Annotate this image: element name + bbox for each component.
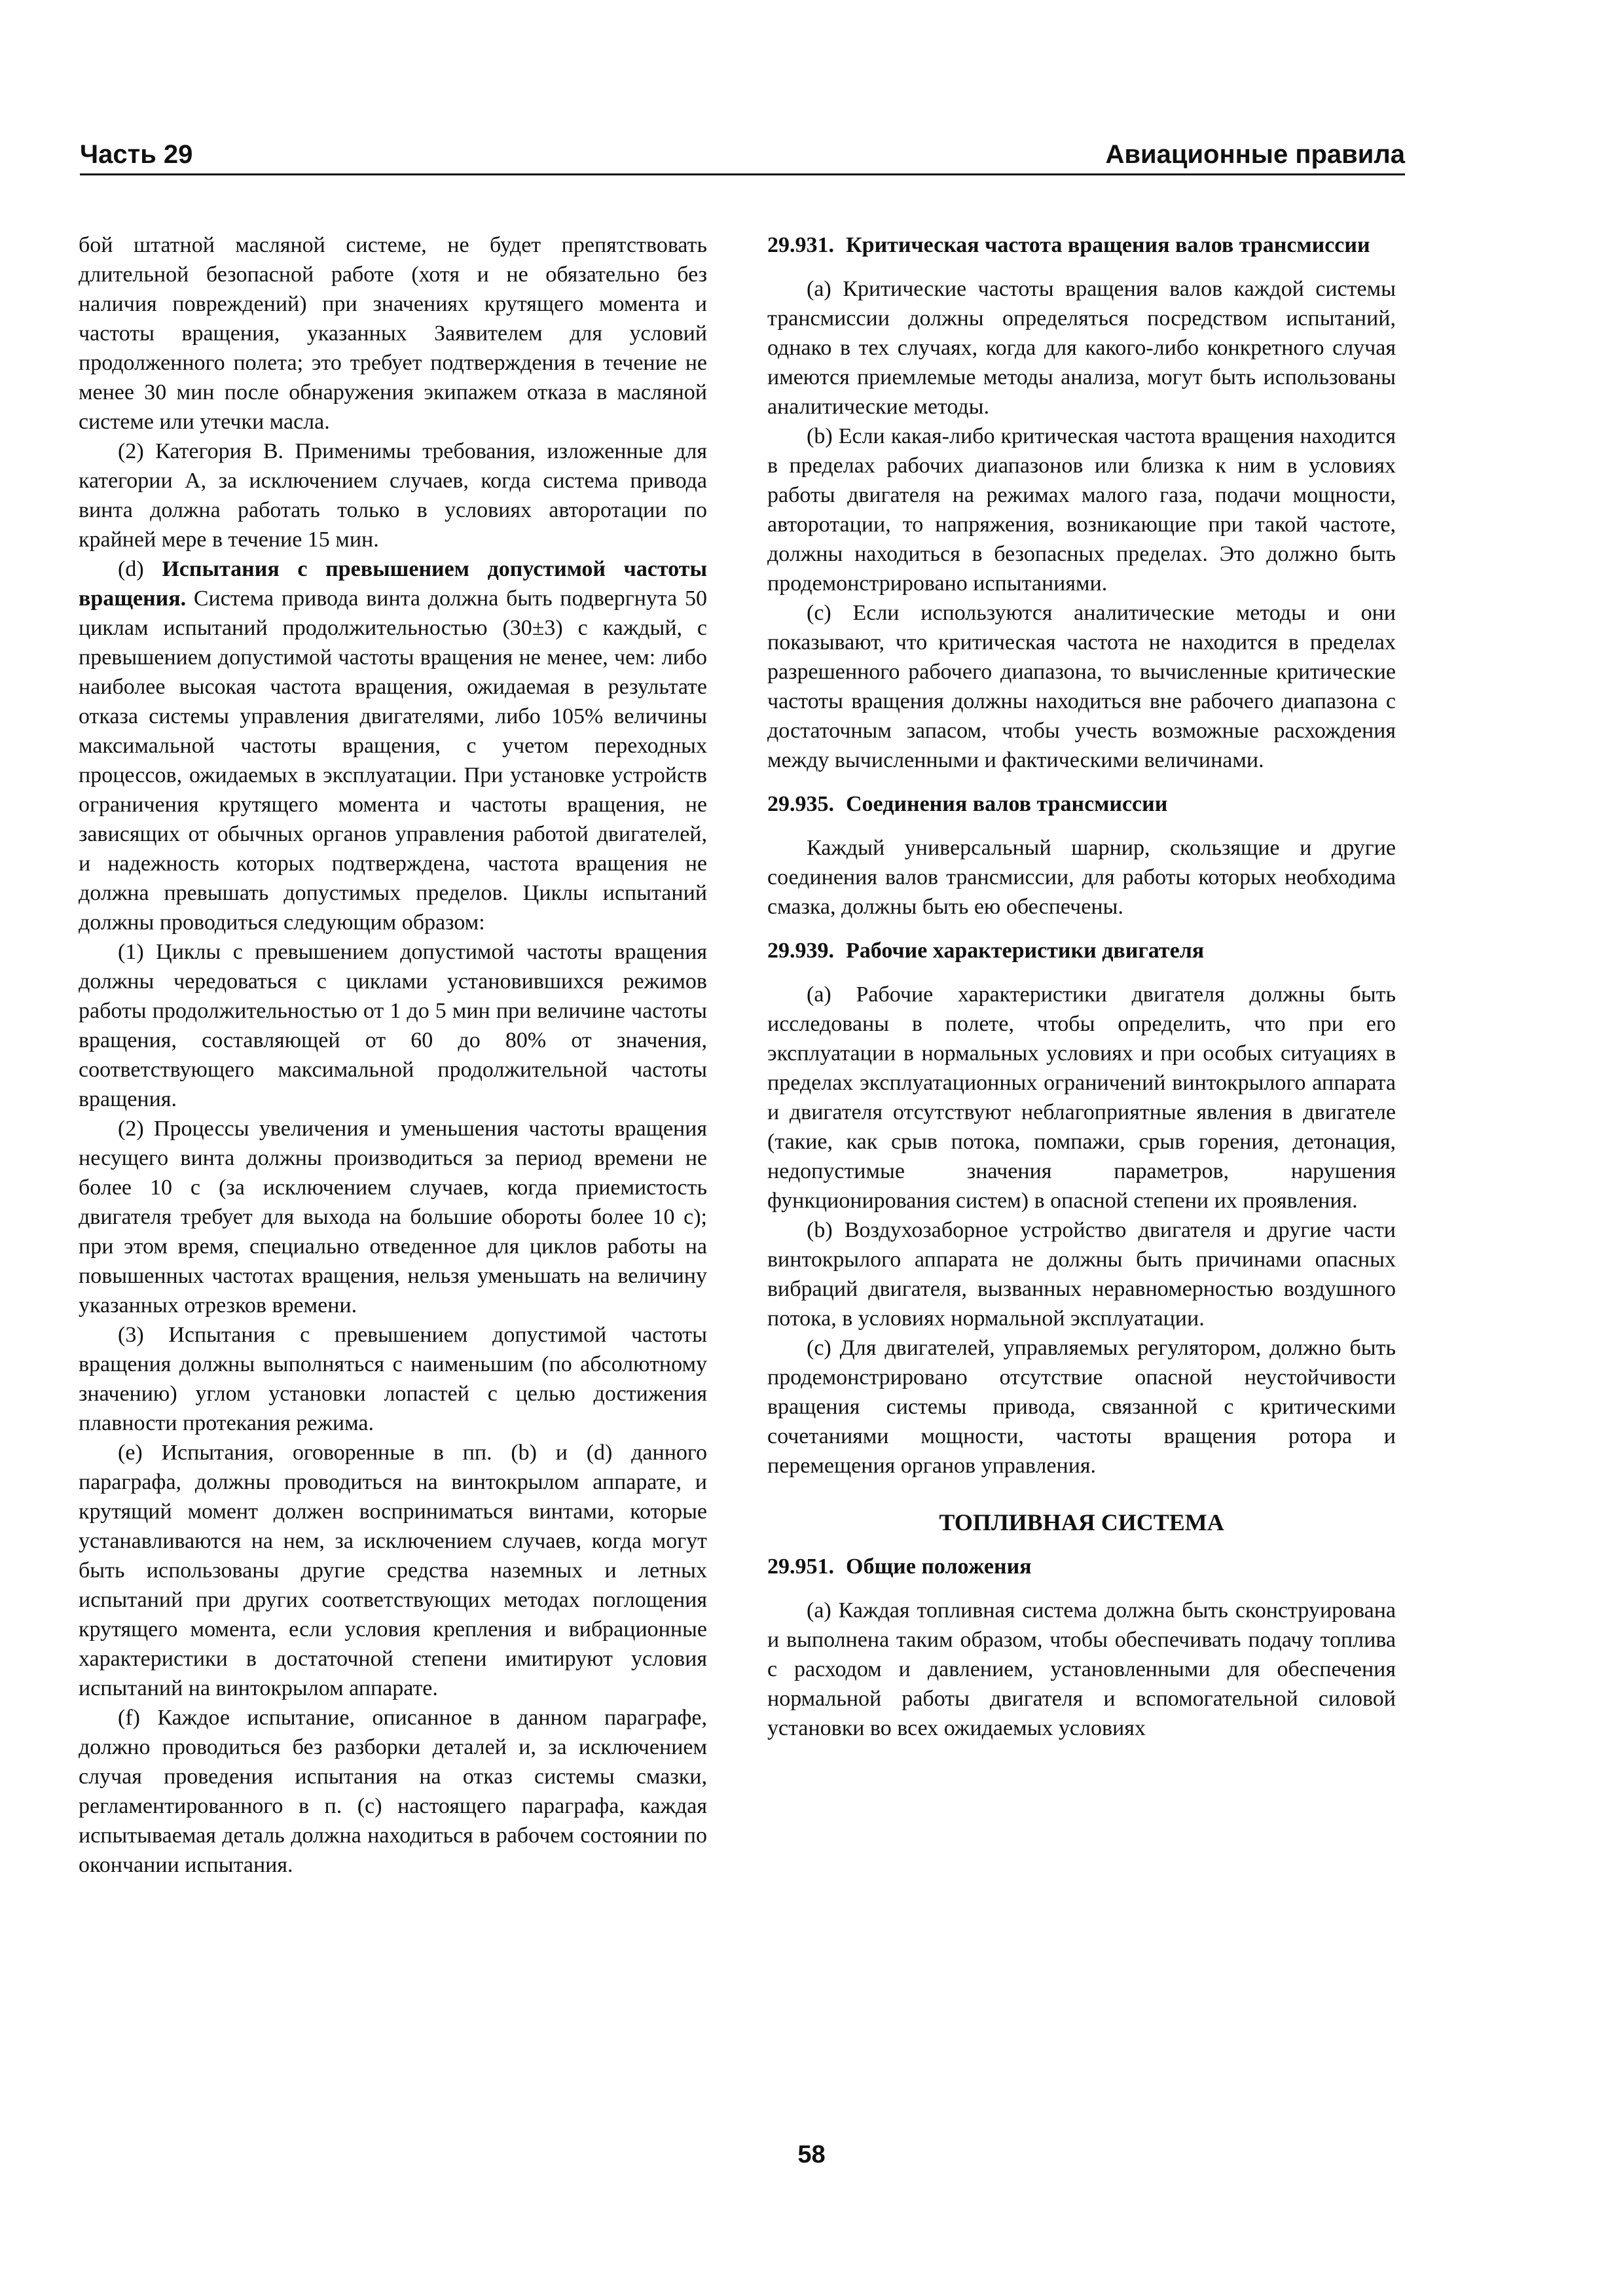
section-heading-29-939 [767,936,1396,965]
section-heading-29-935 [767,789,1396,819]
paragraph-item-1: (1) Циклы с превышением допустимой частоты вращения должны чередоваться с циклами установившихся режимов работы продолжительностью от 1 до 5 мин при величине частоты вращения, составляющей от 60 до 80% от значения, соответствующего максимальной продолжительной частоты вращения. [79,940,707,1111]
section-heading-29-931 [767,230,1396,260]
paragraph-29-935: Каждый универсальный шарнир, скользящие и другие соединения валов трансмиссии, для работы которых необходима смазка, должны быть ею обеспечены. [767,836,1396,919]
paragraph-29-939-b: (b) Воздухозаборное устройство двигателя и другие части винтокрылого аппарата не должны быть причинами опасных вибраций двигателя, вызванных неравномерностью воздушного потока, в условиях нормальной эксплуатации. [767,1218,1396,1331]
paragraph-continuation: бой штатной масляной системе, не будет препятствовать длительной безопасной работе (хотя и не обязательно без наличия повреждений) при значениях крутящего момента и частоты вращения, указанных Заявителем для условий продолженного полета; это требует подтверждения в течение не менее 30 мин после обнаружения экипажем отказа в масляной системе или утечки масла. [79,233,707,434]
header-divider [80,173,1405,175]
section-number: 29.939. [767,939,834,963]
paragraph-category-b: (2) Категория В. Применимы требования, изложенные для категории А, за исключением случаев, когда система привода винта должна работать только в условиях авторотации по крайней мере в течение 15 мин. [79,439,707,552]
left-column [79,230,707,1880]
running-header-title: Авиационные правила [1105,140,1405,169]
paragraph-29-951-a: (a) Каждая топливная система должна быть сконструирована и выполнена таким образом, чтобы обеспечивать подачу топлива с расходом и давлением, установленными для обеспечения нормальной работы двигателя и вспомогательной силовой установки во всех ожидаемых условиях [767,1598,1396,1740]
paragraph-item-f: (f) Каждое испытание, описанное в данном параграфе, должно проводиться без разборки деталей и, за исключением случая проведения испытания на отказ системы смазки, регламентированного в п. (c) настоящего параграфа, каждая испытываемая деталь должна находиться в рабочем состоянии по окончании испытания. [79,1706,707,1877]
paragraph-29-939-a: (a) Рабочие характеристики двигателя должны быть исследованы в полете, чтобы определить, что при его эксплуатации в нормальных условиях и при особых ситуациях в пределах эксплуатационных ограничений винтокрылого аппарата и двигателя отсутствуют неблагоприятные явления в двигателе (такие, как срыв потока, помпажи, срыв горения, детонация, недопустимые значения параметров, нарушения функционирования систем) в опасной степени их проявления. [767,982,1396,1213]
section-number: 29.935. [767,792,834,816]
section-number: 29.951. [767,1554,834,1579]
paragraph-29-931-a: (a) Критические частоты вращения валов каждой системы трансмиссии должны определяться посредством испытаний, однако в тех случаях, когда для какого-либо конкретного случая имеются приемлемые методы анализа, могут быть использованы аналитические методы. [767,277,1396,419]
section-heading-29-951 [767,1552,1396,1581]
paragraph-29-939-c: (c) Для двигателей, управляемых регулятором, должно быть продемонстрировано отсутствие опасной неустойчивости вращения системы привода, связанной с критическими сочетаниями мощности, частоты вращения ротора и перемещения органов управления. [767,1336,1396,1478]
item-marker-d: (d) [118,557,162,581]
chapter-title-fuel-system: ТОПЛИВНАЯ СИСТЕМА [939,1509,1224,1535]
running-header-part: Часть 29 [80,140,193,169]
section-title: Соединения валов трансмиссии [846,792,1168,816]
bold-subheading-overspeed: Испытания с превышением допустимой частоты вращения. [79,557,708,611]
paragraph-overspeed-body: Система привода винта должна быть подвергнута 50 циклам испытаний продолжительностью (30±3) с каждый, с превышением допустимой частоты вращения не менее, чем: либо наиболее высокая частота вращения, ожидаемая в результате отказа системы управления двигателями, либо 105% величины максимальной частоты вращения, с учетом переходных процессов, ожидаемых в эксплуатации. При установке устройств ограничения крутящего момента и частоты вращения, не зависящих от обычных органов управления работой двигателей, и надежность которых подтверждена, частота вращения не должна превышать допустимых пределов. Циклы испытаний должны проводиться следующим образом: [79,586,707,935]
paragraph-item-3: (3) Испытания с превышением допустимой частоты вращения должны выполняться с наименьшим (по абсолютному значению) углом установки лопастей с целью достижения плавности протекания режима. [79,1323,707,1435]
section-title: Критическая частота вращения валов трансмиссии [846,233,1370,257]
paragraph-29-931-c: (c) Если используются аналитические методы и они показывают, что критическая частота не находится в пределах разрешенного рабочего диапазона, то вычисленные критические частоты вращения должны находиться вне рабочего диапазона с достаточным запасом, чтобы учесть возможные расхождения между вычисленными и фактическими величинами. [767,601,1396,772]
page-number: 58 [797,2141,826,2168]
section-number: 29.931. [767,233,834,257]
section-title: Общие положения [846,1554,1032,1579]
paragraph-item-e: (e) Испытания, оговоренные в пп. (b) и (d) данного параграфа, должны проводиться на винтокрылом аппарате, и крутящий момент должен восприниматься винтами, которые устанавливаются на нем, за исключением случаев, когда могут быть использованы другие средства наземных и летных испытаний при других соответствующих методах поглощения крутящего момента, если условия крепления и вибрационные характеристики в достаточной степени имитируют условия испытаний на винтокрылом аппарате. [79,1441,707,1700]
paragraph-item-2: (2) Процессы увеличения и уменьшения частоты вращения несущего винта должны производиться за период времени не более 10 с (за исключением случаев, когда приемистость двигателя требует для выхода на большие обороты более 10 с); при этом время, специально отведенное для циклов работы на повышенных частотах вращения, нельзя уменьшать на величину указанных отрезков времени. [79,1117,707,1318]
right-column [767,230,1396,1743]
section-title: Рабочие характеристики двигателя [846,939,1205,963]
paragraph-29-931-b: (b) Если какая-либо критическая частота вращения находится в пределах рабочих диапазонов или близка к ним в условиях работы двигателя на режимах малого газа, подачи мощности, авторотации, то напряжения, возникающие при такой частоте, должны находиться в безопасных пределах. Это должно быть продемонстрировано испытаниями. [767,424,1396,596]
paragraph-overspeed-test [79,554,707,937]
